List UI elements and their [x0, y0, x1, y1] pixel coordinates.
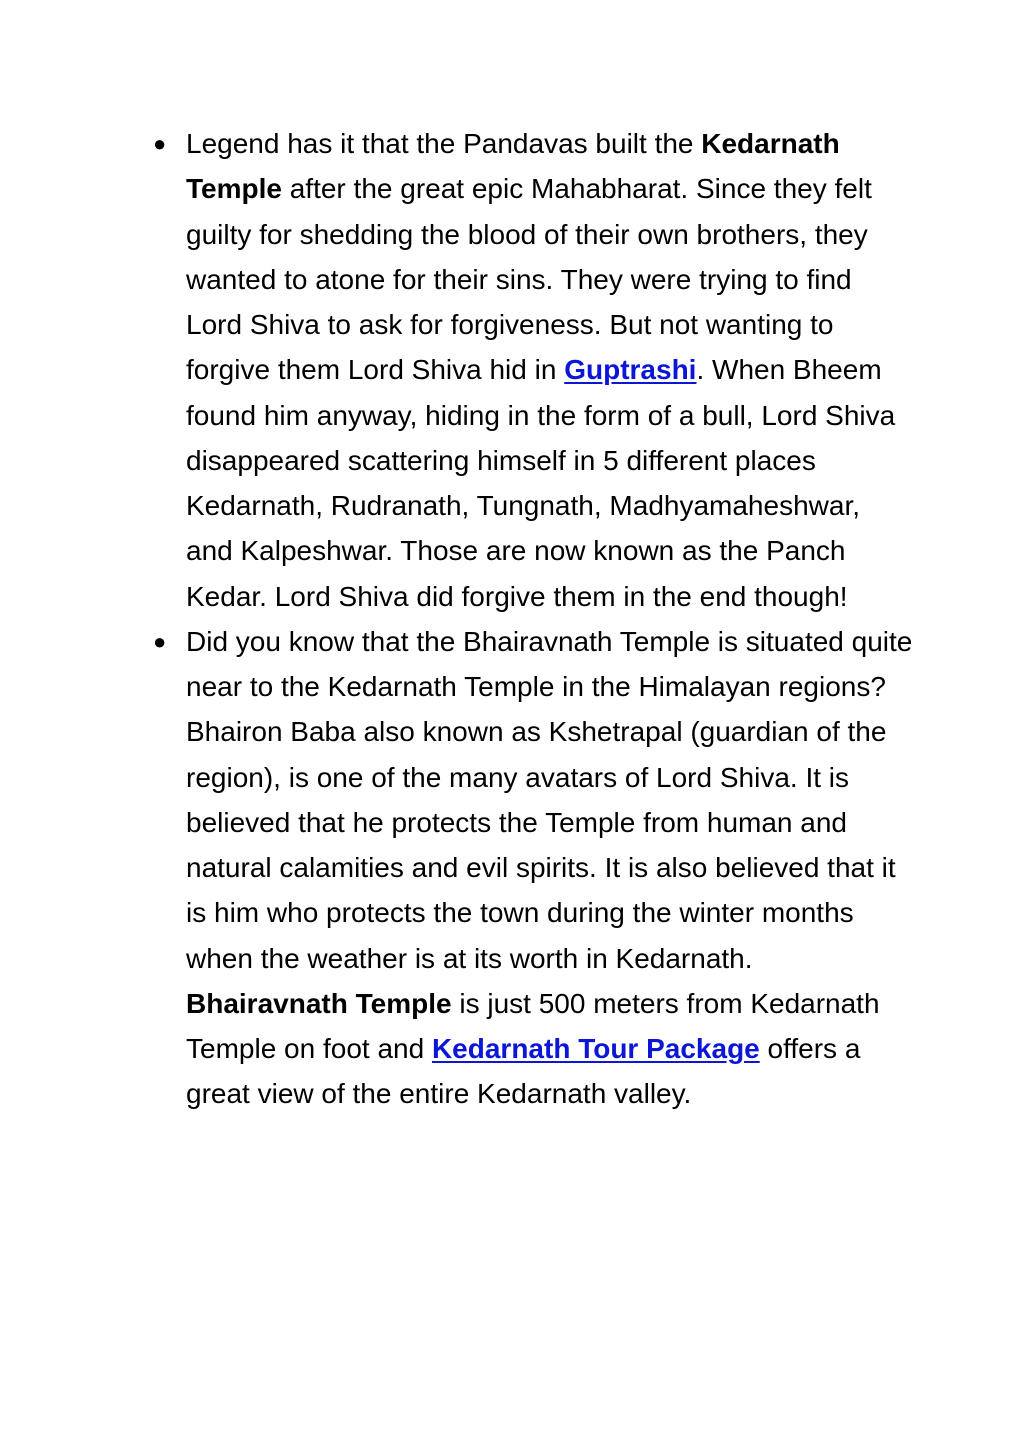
kedarnath-tour-package-link[interactable]: Kedarnath Tour Package	[431, 1033, 760, 1064]
bullet-icon: ●	[153, 131, 167, 156]
paragraph-pandavas	[186, 121, 913, 619]
guptrashi-link[interactable]: Guptrashi	[564, 354, 697, 386]
bullet-icon: ●	[153, 628, 167, 654]
text-segment: Legend has it that the Pandavas built the	[186, 128, 702, 159]
text-segment: . When Bheem found him anyway, hiding in the form of a bull, Lord Shiva disappeared scattering himself in 5 different places Kedarnath, Rudranath, Tungnath, Madhyamaheshwar, and Kalpeshwar. Those are now known as the Panch Kedar. Lord Shiva did forgive them in the end though!	[186, 354, 896, 612]
bold-bhairavnath-temple: Bhairavnath Temple	[186, 987, 452, 1019]
text-segment: is just 500 meters from Kedarnath Temple on foot and	[186, 987, 880, 1064]
paragraph-bhairavnath	[186, 619, 913, 1117]
text-segment: Did you know that the Bhairavnath Temple is situated quite near to the Kedarnath Temple in the Himalayan regions? Bhairon Baba also known as Kshetrapal (guardian of the region), is one of the many avatars of Lord Shiva. It is believed that he protects the Temple from human and natural calamities and evil spirits. It is also believed that it is him who protects the town during the winter months when the weather is at its worth in Kedarnath.	[186, 625, 913, 974]
list-item	[153, 619, 913, 1117]
bold-kedarnath-temple: Kedarnath Temple	[186, 128, 840, 205]
text-segment: after the great epic Mahabharat. Since they felt guilty for shedding the blood of their own brothers, they wanted to atone for their sins. They were trying to find Lord Shiva to ask for forgiveness. But not wanting to forgive them Lord Shiva hid in	[186, 173, 872, 386]
list-item	[153, 121, 913, 619]
text-segment: offers a great view of the entire Kedarnath valley.	[186, 1033, 861, 1110]
bullet-list	[153, 121, 913, 1117]
